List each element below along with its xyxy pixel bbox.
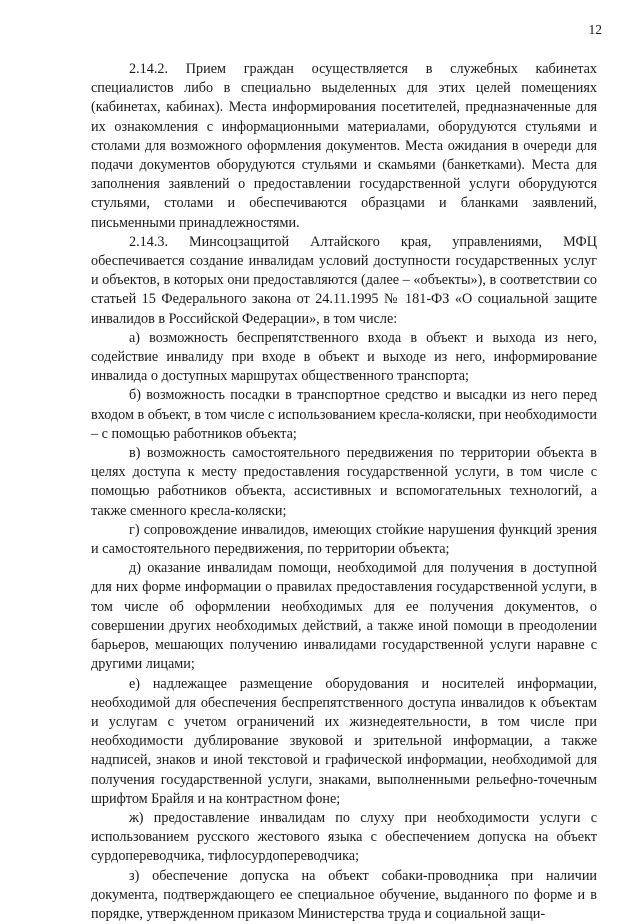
list-item-b: б) возможность посадки в транспортное средство и высадки из него перед входом в объект, в том числе с использованием кресла-коляски, при необходимости – с помощью работников объекта; [91, 387, 597, 442]
list-item-v: в) возможность самостоятельного передвижения по территории объекта в целях доступа к месту предоставления государственной услуги, в том числе с помощью работников объекта, ассистивных и вспомогательных технологий, а также сменного кресла-коляски; [91, 445, 597, 519]
paragraph-2-14-2: 2.14.2. Прием граждан осуществляется в служебных кабинетах специалистов либо в специально выделенных для этих целей помещениях (кабинетах, кабинах). Места информирования посетителей, предназначенные для их ознакомления с информационными материалами, оборудуются стульями и столами для возможного оформления документов. Места ожидания в очереди для подачи документов оборудуются стульями и скамьями (банкетками). Места для заполнения заявлений о предоставлении государственной услуги оборудуются стульями, столами и обеспечиваются образцами и бланками заявлений, письменными принадлежностями. [91, 61, 597, 231]
list-item-g: г) сопровождение инвалидов, имеющих стойкие нарушения функций зрения и самостоятельного передвижения, по территории объекта; [91, 521, 597, 558]
document-body [91, 60, 597, 924]
list-item-d: д) оказание инвалидам помощи, необходимой для получения в доступной для них форме информации о правилах предоставления государственной услуги, в том числе об оформлении необходимых для ее получения документов, о совершении других необходимых действий, а также иной помощи в преодолении барьеров, мешающих получению инвалидами государственной услуги наравне с другими лицами; [91, 560, 597, 673]
list-item-z: з) обеспечение допуска на объект собаки-проводника при наличии документа, подтверждающего ее специальное обучение, выданного по форме и в порядке, утвержденном приказом Министерства труда и социальной защи- [91, 867, 597, 922]
paragraph-2-14-3: 2.14.3. Минсоцзащитой Алтайского края, управлениями, МФЦ обеспечивается создание инвалидам условий доступности государственных услуг и объектов, в которых они предоставляются (далее – «объекты»), в соответствии со статьей 15 Федерального закона от 24.11.1995 № 181-ФЗ «О социальной защите инвалидов в Российской Федерации», в том числе: [91, 233, 597, 327]
list-item-e: е) надлежащее размещение оборудования и носителей информации, необходимой для обеспечения беспрепятственного доступа инвалидов к объектам и услугам с учетом ограничений их жизнедеятельности, в том числе при необходимости дублирование звуковой и зрительной информации, а также надписей, знаков и иной текстовой и графической информации, необходимой для получения государственной услуги, знаками, выполненными рельефно-точечным шрифтом Брайля и на контрастном фоне; [91, 675, 597, 807]
list-item-a: а) возможность беспрепятственного входа в объект и выхода из него, содействие инвалиду при входе в объект и выходе из него, информирование инвалида о доступных маршрутах общественного транспорта; [91, 329, 597, 385]
scan-speck [488, 884, 490, 886]
page-number: 12 [588, 22, 602, 37]
list-item-zh: ж) предоставление инвалидам по слуху при необходимости услуги с использованием русского жестового языка с обеспечением допуска на объект сурдопереводчика, тифлосурдопереводчика; [91, 809, 597, 865]
